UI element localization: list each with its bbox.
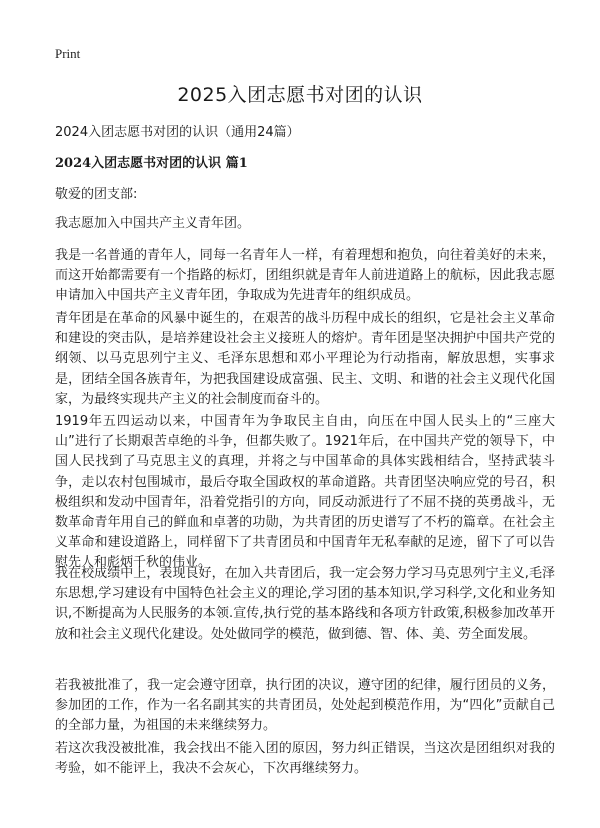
paragraph-6: 若我被批准了，我一定会遵守团章，执行团的决议，遵守团的纪律，履行团员的义务，参加团的工作，作为一名名副其实的共青团员，处处起到模范作用，为“四化”贡献自己的全部力量，为祖国的未来继续努力。 xyxy=(55,678,555,734)
paragraph-1: 我志愿加入中国共产主义青年团。 xyxy=(55,216,251,231)
paragraph-5: 我在校成绩中上，表现良好，在加入共青团后，我一定会努力学习马克思列宁主义,毛泽东思想,学习建设有中国特色社会主义的理论,学习团的基本知识,学习科学,文化和业务知识,不断提高为人民服务的本领.宣传,执行党的基本路线和各项方针政策,积极参加改革开放和社会主义现代化建设。处处做同学的模范，做到德、智、体、美、劳全面发展。 xyxy=(55,566,555,642)
section-heading: 2024入团志愿书对团的认识 篇1 xyxy=(55,156,248,171)
paragraph-2: 我是一名普通的青年人，同每一名青年人一样，有着理想和抱负，向往着美好的未来，而这开始都需要有一个指路的标灯，团组织就是青年人前进道路上的航标，因此我志愿申请加入中国共产主义青年团，争取成为先进青年的组织成员。 xyxy=(55,248,555,304)
document-subtitle: 2024入团志愿书对团的认识（通用24篇） xyxy=(55,125,300,140)
paragraph-7: 若这次我没被批准，我会找出不能入团的原因，努力纠正错误，当这次是团组织对我的考验，如不能评上，我决不会灰心，下次再继续努力。 xyxy=(55,741,555,777)
document-title: 2025入团志愿书对团的认识 xyxy=(177,84,423,106)
print-label[interactable]: Print xyxy=(55,46,81,61)
greeting-line: 敬爱的团支部: xyxy=(55,187,138,202)
paragraph-3: 青年团是在革命的风暴中诞生的，在艰苦的战斗历程中成长的组织，它是社会主义革命和建设的突击队，是培养建设社会主义接班人的熔炉。青年团是坚决拥护中国共产党的纲领、以马克思列宁主义、毛泽东思想和邓小平理论为行动指南，解放思想，实事求是，团结全国各族青年，为把我国建设成富强、民主、文明、和谐的社会主义现代化国家，为最终实现共产主义的社会制度而奋斗的。 xyxy=(55,311,555,407)
paragraph-4: 1919年五四运动以来，中国青年为争取民主自由，向压在中国人民头上的“三座大山”进行了长期艰苦卓绝的斗争，但都失败了。1921年后，在中国共产党的领导下，中国人民找到了马克思主义的真理，并将之与中国革命的具体实践相结合，坚持武装斗争，走以农村包围城市，最后夺取全国政权的革命道路。共青团坚决响应党的号召，积极组织和发动中国青年，沿着党指引的方向，同反动派进行了不屈不挠的英勇战斗，无数革命青年用自己的鲜血和卓著的功勋，为共青团的历史谱写了不朽的篇章。在社会主义革命和建设道路上，同样留下了共青团员和中国青年无私奉献的足迹，留下了可以告慰先人和彪炳千秋的伟业。 xyxy=(55,414,555,571)
